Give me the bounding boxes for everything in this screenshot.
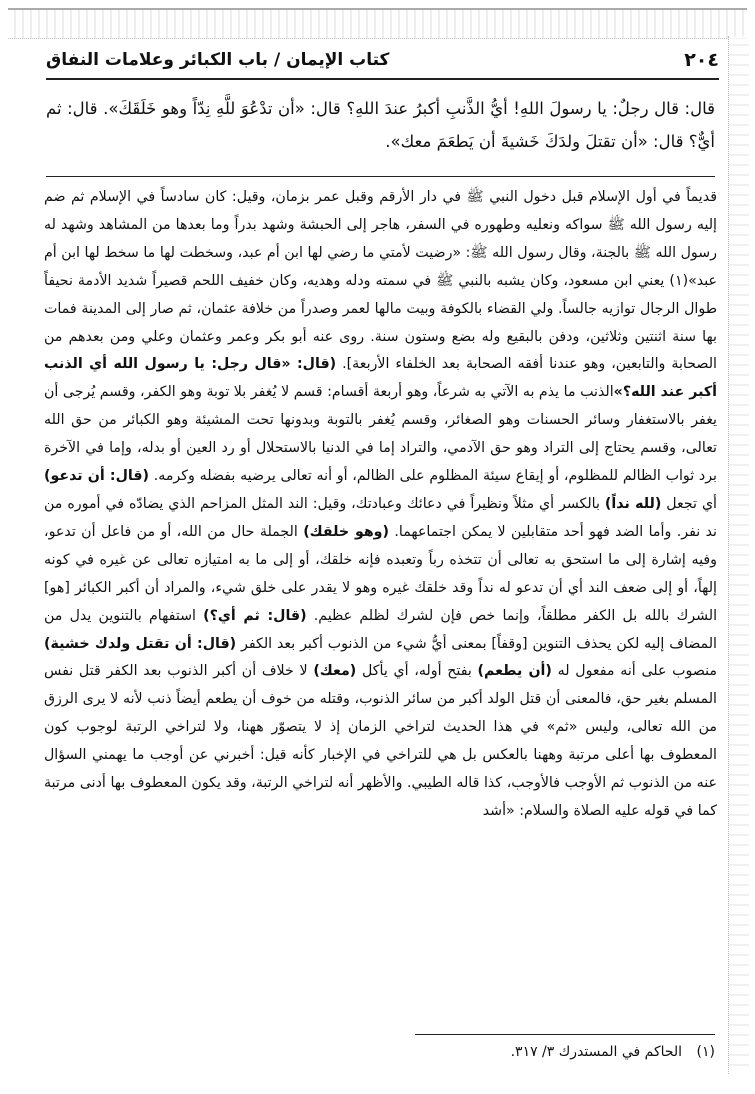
footnote-divider: [415, 1034, 715, 1035]
commentary-paragraph: [44, 184, 717, 826]
footnote-text: الحاكم في المستدرك ٣/ ٣١٧.: [510, 1044, 683, 1060]
commentary-run: بالكسر أي مثلاً ونظيراً في دعائك وعبادتك، وقيل: الند المثل المزاحم الذي يضادّه في أموره من ند نفر. وأما الضد فهو أحد متقابلين لا يمكن اجتماعهما.: [44, 495, 717, 540]
commentary-quote: (لله نداً): [604, 495, 662, 512]
commentary-quote: (معك): [313, 663, 357, 680]
commentary-quote: (أن يطعم): [477, 663, 552, 680]
commentary-run: منصوب على أنه مفعول له: [551, 663, 718, 680]
hadith-text: [46, 92, 715, 158]
commentary-quote: (قال: أن تقتل ولدك خشية): [44, 635, 237, 652]
commentary-quote: (وهو خلقك): [303, 523, 389, 540]
commentary-quote: (قال: ثم أي؟): [203, 607, 307, 624]
page-header: [46, 42, 719, 80]
commentary-run: بفتح أوله، أي يأكل: [356, 663, 478, 680]
commentary-run: قديماً في أول الإسلام قبل دخول النبي ﷺ في دار الأرقم وقبل عمر بزمان، وقيل: كان سادساً في الإسلام ثم ضم إليه رسول الله ﷺ سواكه ونعليه وطهوره في السفر، هاجر إلى الحبشة وشهد بدراً وما بعدها من المشاهد وشهد له رسول الله ﷺ بالجنة، وقال رسول الله ﷺ: «رضيت لأمتي ما رضي لها ابن أم عبد، وسخطت لها ما سخط لها ابن أم عبد»(١) يعني ابن مسعود، وكان يشبه بالنبي ﷺ في سمته ودله وهديه، وكان خفيف اللحم قصيراً شديد الأدمة نحيفاً طوال الرجال توازيه جالساً. ولي القضاء بالكوفة وبيت مالها لعمر وصدراً من خلافة عثمان، ثم صار إلى المدينة فمات بها سنة اثنتين وثلاثين، ودفن بالبقيع وله بضع وستون سنة. روى عنه أبو بكر وعمر وعثمان وعلي ومن بعدهم من الصحابة والتابعين، وهو عندنا أفقه الصحابة بعد الخلفاء الأربعة].: [44, 189, 717, 373]
section-divider: [46, 176, 715, 177]
commentary-run: أي تجعل: [661, 495, 717, 512]
top-border-ornament: [8, 8, 747, 39]
hadith-paragraph: قال: قال رجلٌ: يا رسولَ اللهِ! أيُّ الذَّنبِ أكبرُ عندَ اللهِ؟ قال: «أن تدْعُوَ للَّهِ نِدّاً وهو خَلَقَكَ». قال: ثم أيٌّ؟ قال: «أن تقتلَ ولدَكَ خَشيةَ أن يَطعَمَ معك».: [46, 99, 715, 151]
footnote-number: (١): [696, 1044, 715, 1060]
commentary-quote: (قال: أن تدعو): [44, 468, 149, 485]
side-border-ornament: [728, 36, 749, 1074]
commentary-quote: (قال: «قال رجل: يا رسول الله أي الذنب أكبر عند الله؟»: [44, 356, 717, 401]
commentary-text: [44, 184, 717, 826]
page-number: ٢٠٤: [684, 49, 719, 71]
commentary-run: الذنب ما يذم به الآتي به شرعاً، وهو أربعة أقسام: قسم لا يُغفر بلا توبة وهو الكفر، وقسم يُرجى أن يغفر بالاستغفار وسائر الحسنات وهو الصغائر، وقسم يُغفر بالتوبة وبدونها تحت المشيئة وهو الكبائر من حق الله تعالى، وقسم يحتاج إلى التراد وهو حق الآدمي، والتراد إما في الدنيا بالاستحلال أو رد العين أو بدله، وإما في الآخرة برد ثواب الظالم للمظلوم، أو إيقاع سيئة المظلوم على الظالم، أو أنه تعالى يرضيه بفضله وكرمه.: [44, 384, 717, 485]
running-title: كتاب الإيمان / باب الكبائر وعلامات النفاق: [46, 50, 390, 70]
commentary-run: الجملة حال من الله، أو من فاعل أن تدعو، وفيه إشارة إلى ما استحق به تعالى أن تتخذه رباً وتعبده فإنه خلقك، أو إلى ما به امتيازه تعالى عن غيره في كونه إلهاً، أو إلى ضعف الند أي أن تدعو له نداً وقد خلقك غيره وهو لا يقدر على خلق شيء، والمراد أن أكبر الكبائر [هو] الشرك بالله بل الكفر مطلقاً، وإنما خص فإن لشرك لظلم عظيم.: [44, 523, 718, 624]
commentary-run: لا خلاف أن أكبر الذنوب بعد الكفر قتل نفس المسلم بغير حق، فالمعنى أن قتل الولد أكبر من سائر الذنوب، وقتله من خوف أن يطعم أيضاً ذنب لأنه لا يرى الرزق من الله تعالى، وليس «ثم» في هذا الحديث لتراخي الزمان إذ لا يتصوّر ههنا، ولا لتراخي الرتبة لوجوب كون المعطوف بها أعلى مرتبة وههنا بالعكس بل هي للتراخي في الإخبار كأنه قيل: أخبرني عن أوجب ما يهمني السؤال عنه من الذنوب ثم الأوجب فالأوجب، كذا قاله الطيبي. والأظهر أنه لتراخي الرتبة، وقد يكون المعطوف بها أدنى مرتبة كما في قوله عليه الصلاة والسلام: «أشد: [44, 663, 717, 819]
commentary-run: استفهام بالتنوين يدل من المضاف إليه لكن يحذف التنوين [وقفاً] بمعنى أيُّ شيء من الذنوب أكبر بعد الكفر: [44, 607, 718, 652]
footnote: [46, 1044, 715, 1060]
